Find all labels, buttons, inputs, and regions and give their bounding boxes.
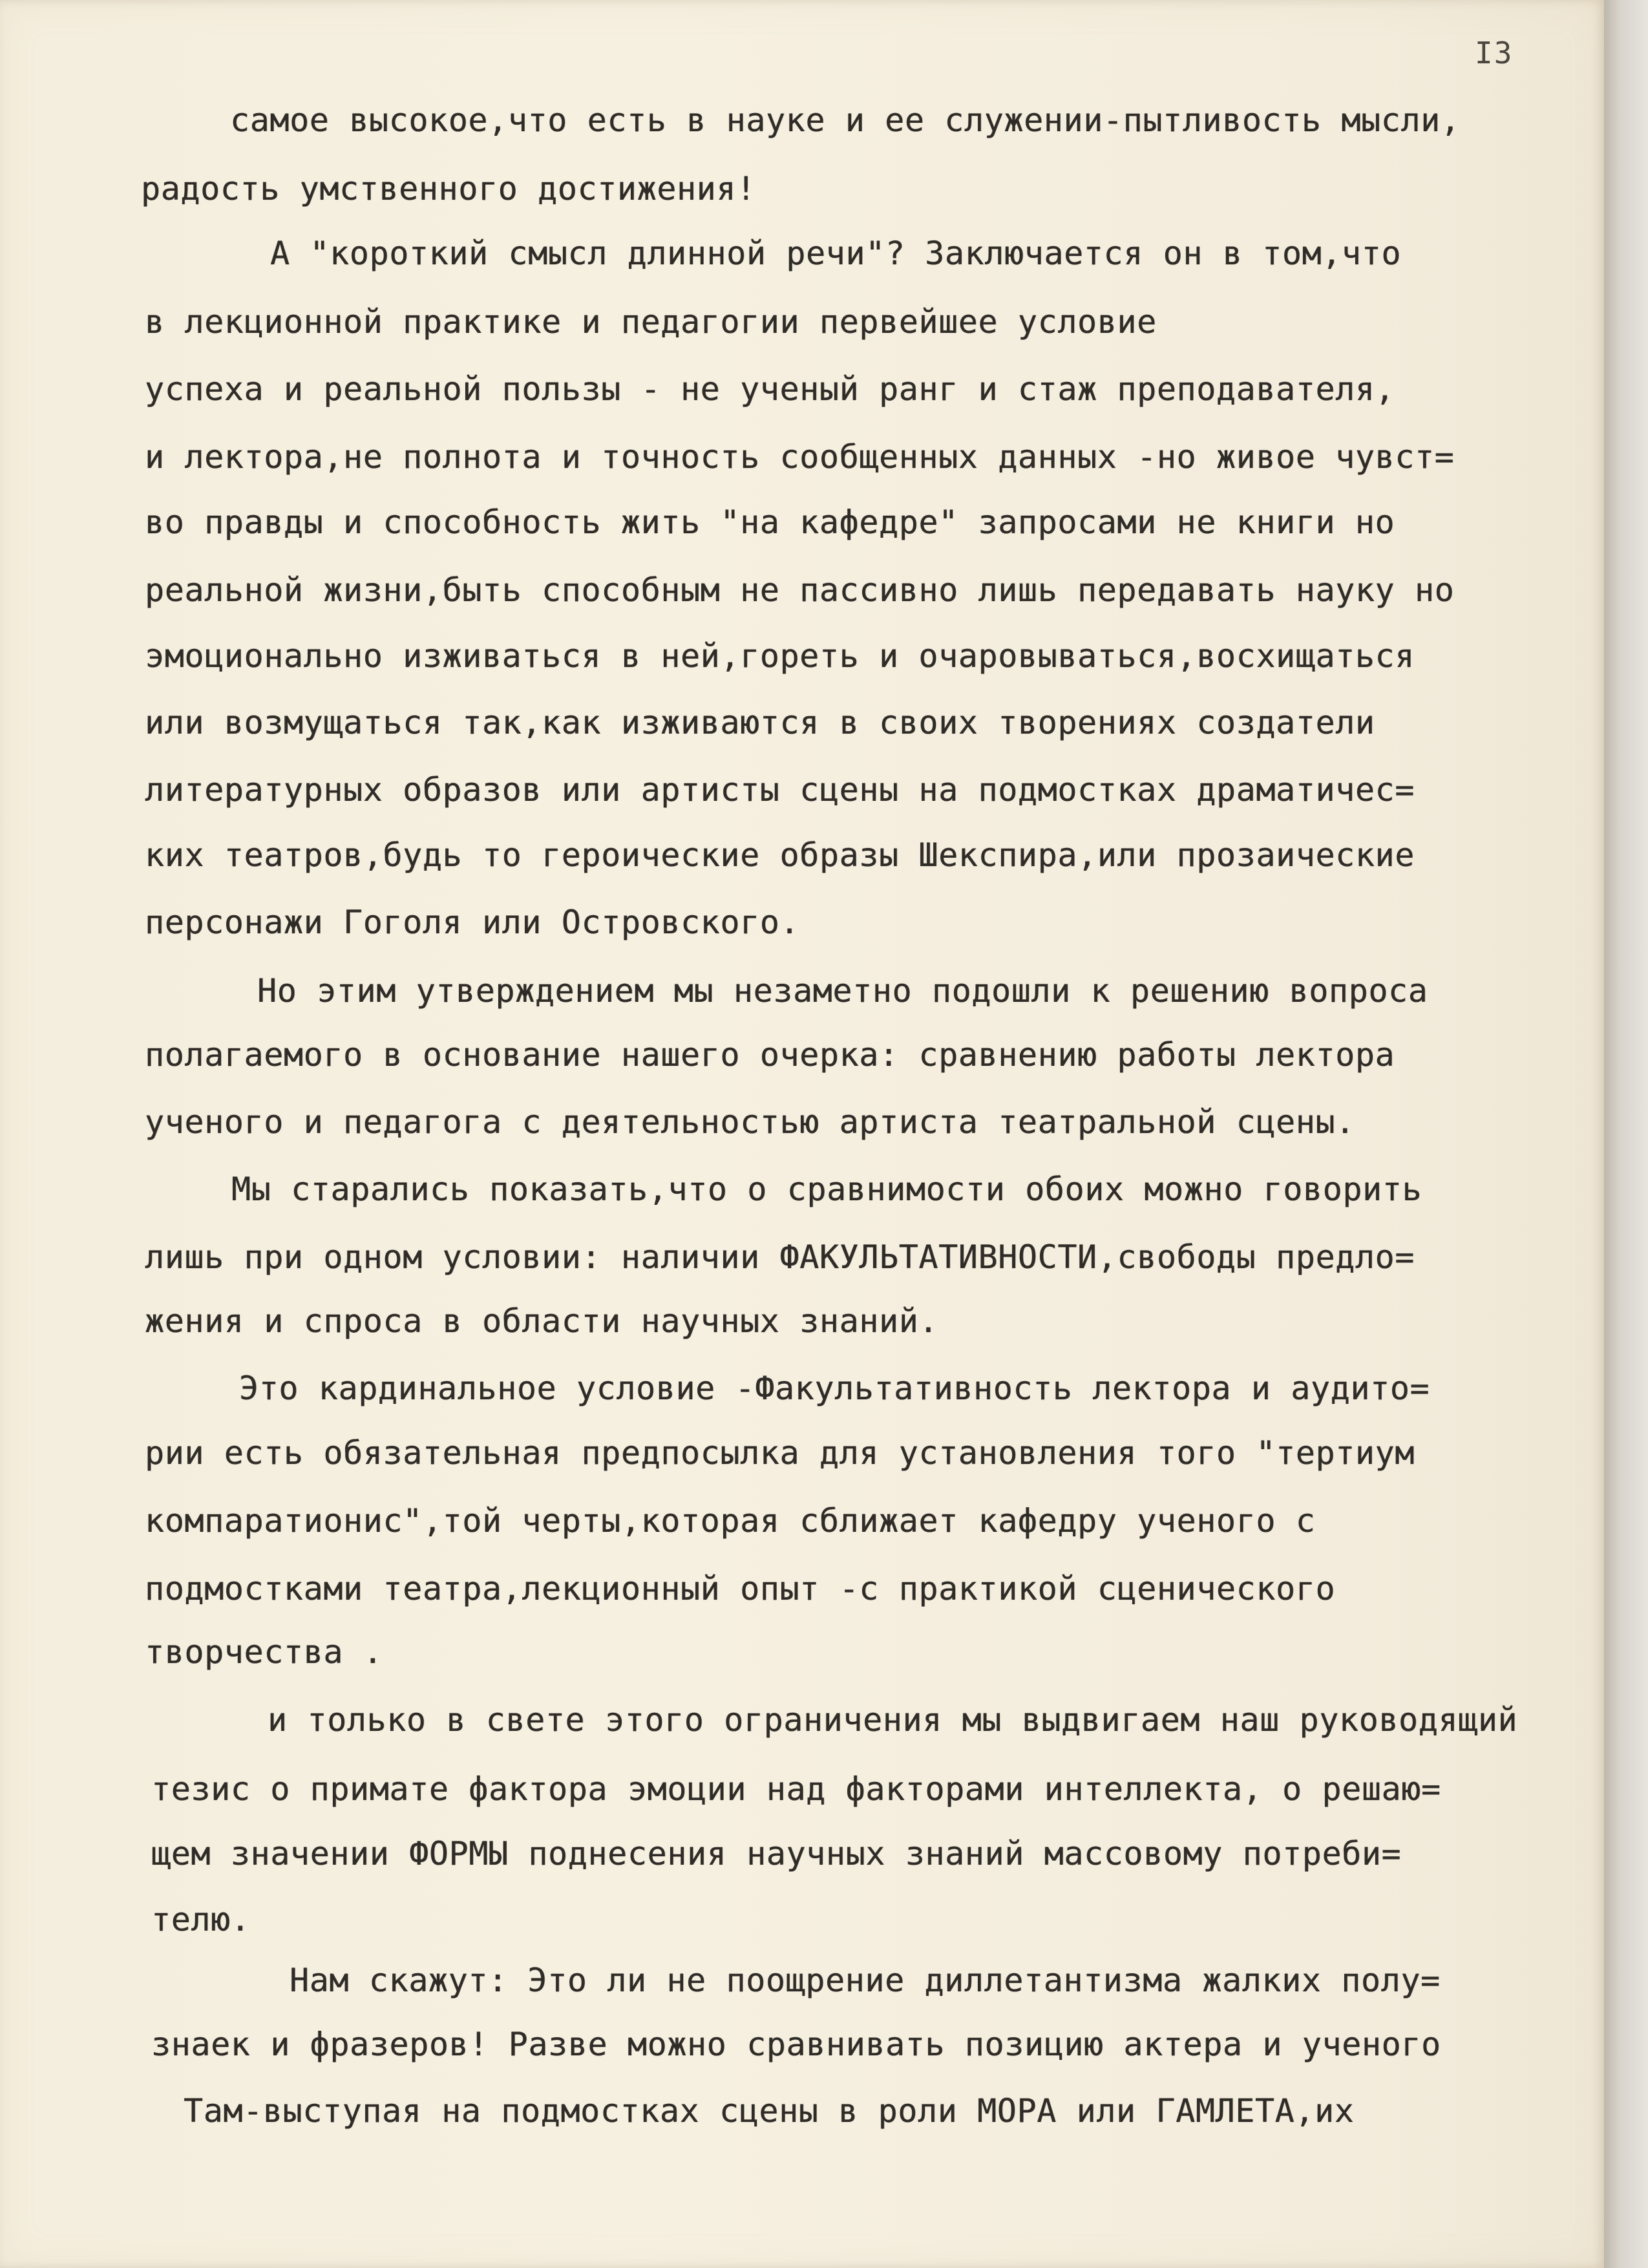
text-line: творчества . — [145, 1633, 383, 1671]
text-line: радость умственного достижения! — [141, 170, 756, 207]
text-line: самое высокое,что есть в науке и ее служении-пытливость мысли, — [230, 101, 1461, 139]
text-line: щем значении ФОРМЫ поднесения научных знаний массовому потреби= — [151, 1835, 1402, 1872]
text-line: в лекционной практике и педагогии первейшее условие — [145, 303, 1157, 341]
text-line: Нам скажут: Это ли не поощрение диллетантизма жалких полу= — [290, 1962, 1441, 1999]
text-line: эмоционально изживаться в ней,гореть и очаровываться,восхищаться — [145, 637, 1415, 675]
text-line: Там-выступая на подмостках сцены в роли МОРА или ГАМЛЕТА,их — [184, 2092, 1355, 2130]
text-line: Но этим утверждением мы незаметно подошли к решению вопроса — [257, 972, 1428, 1010]
text-line: или возмущаться так,как изживаются в своих творениях создатели — [145, 704, 1375, 741]
page-number: I3 — [1475, 36, 1514, 70]
text-line: и лектора,не полнота и точность сообщенных данных -но живое чувст= — [145, 438, 1455, 476]
text-line: А "короткий смысл длинной речи"? Заключается он в том,что — [270, 235, 1402, 272]
text-line: телю. — [151, 1901, 251, 1938]
text-line: ученого и педагога с деятельностью артиста театральной сцены. — [145, 1103, 1355, 1141]
text-line: и только в свете этого ограничения мы выдвигаем наш руководящий — [268, 1701, 1518, 1739]
scan-background-edge — [1604, 0, 1648, 2268]
text-line: полагаемого в основание нашего очерка: сравнению работы лектора — [145, 1036, 1395, 1074]
text-line: ких театров,будь то героические образы Шекспира,или прозаические — [145, 836, 1415, 874]
text-line: Мы старались показать,что о сравнимости обоих можно говорить — [231, 1171, 1422, 1208]
text-line: жения и спроса в области научных знаний. — [145, 1302, 939, 1340]
text-line: успеха и реальной пользы - не ученый ранг и стаж преподавателя, — [145, 370, 1395, 408]
text-line: Это кардинальное условие -Факультативность лектора и аудито= — [239, 1370, 1430, 1407]
text-line: подмостками театра,лекционный опыт -с практикой сценического — [145, 1570, 1336, 1607]
text-line: компаратионис",той черты,которая сближает кафедру ученого с — [145, 1502, 1316, 1540]
text-line: знаек и фразеров! Разве можно сравнивать позицию актера и ученого — [151, 2026, 1441, 2063]
text-line: реальной жизни,быть способным не пассивно лишь передавать науку но — [145, 571, 1455, 609]
text-line: лишь при одном условии: наличии ФАКУЛЬТАТИВНОСТИ,свободы предло= — [145, 1238, 1415, 1276]
text-line: во правды и способность жить "на кафедре" запросами не книги но — [145, 503, 1395, 541]
text-line: тезис о примате фактора эмоции над факторами интеллекта, о решаю= — [151, 1770, 1441, 1808]
text-line: персонажи Гоголя или Островского. — [145, 904, 800, 941]
text-line: литературных образов или артисты сцены на подмостках драматичес= — [145, 771, 1415, 809]
text-line: рии есть обязательная предпосылка для установления того "тертиум — [145, 1434, 1415, 1472]
